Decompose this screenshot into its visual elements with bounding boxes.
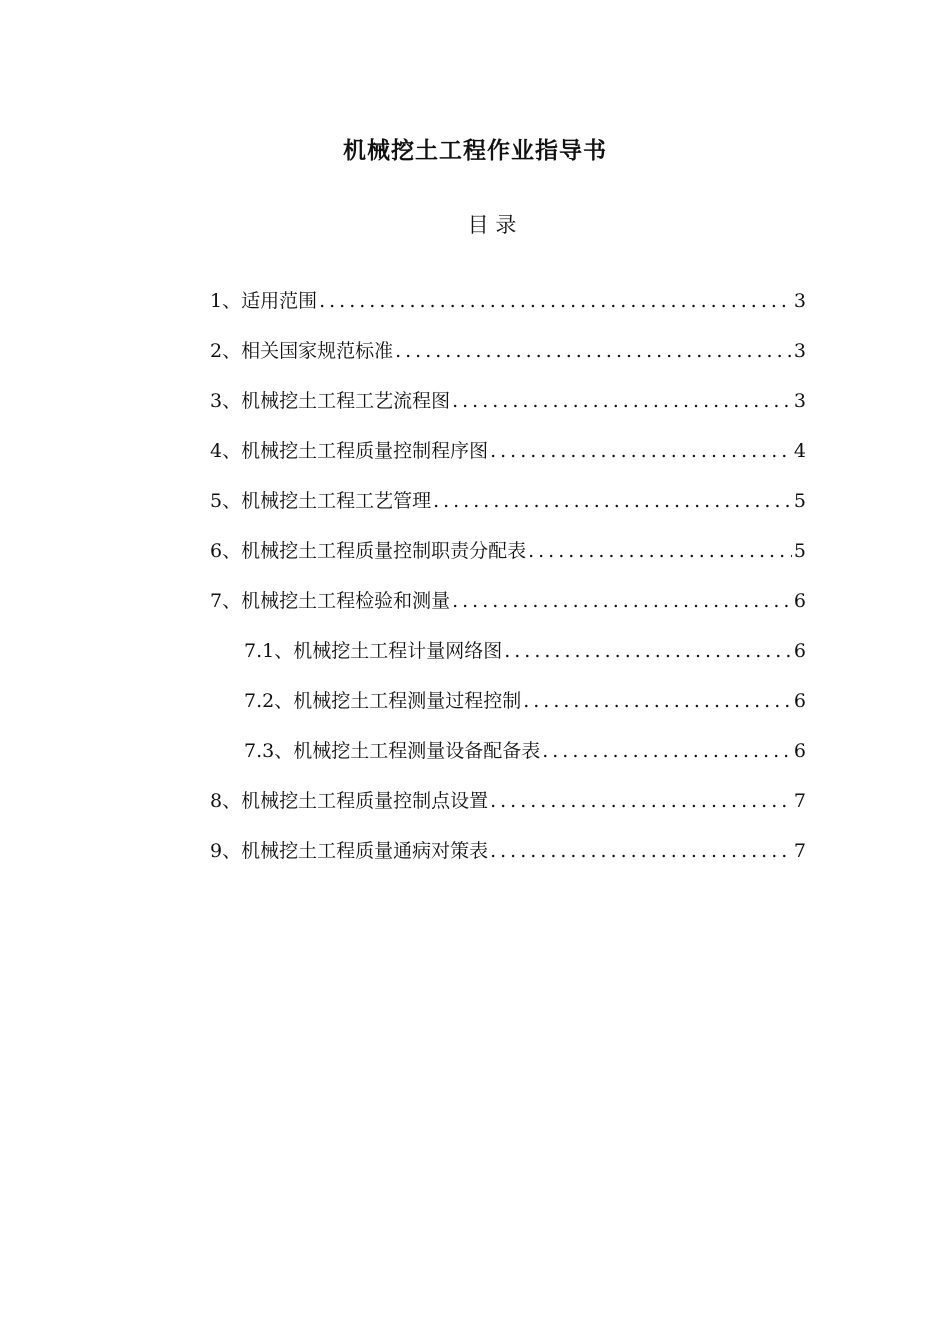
toc-entry-label: 7.1、机械挖土工程计量网络图	[244, 640, 503, 662]
toc-entry-label: 7.3、机械挖土工程测量设备配备表	[244, 740, 541, 762]
toc-entry-page: 4	[793, 440, 806, 462]
toc-entry-7-2[interactable]	[210, 686, 806, 736]
toc-entry-7-3[interactable]	[210, 736, 806, 786]
toc-dot-leader	[433, 486, 792, 516]
toc-entry-label: 5、机械挖土工程工艺管理	[210, 490, 432, 512]
toc-entry-label: 6、机械挖土工程质量控制职责分配表	[210, 540, 527, 562]
toc-entry-3[interactable]	[210, 386, 806, 436]
toc-entry-page: 7	[793, 840, 806, 862]
toc-entry-page: 5	[793, 490, 806, 512]
toc-entry-page: 3	[793, 340, 806, 362]
toc-entry-page: 6	[793, 640, 806, 662]
toc-entry-label: 1、适用范围	[210, 290, 318, 312]
toc-entry-page: 6	[793, 590, 806, 612]
toc-dot-leader	[528, 536, 792, 566]
toc-entry-6[interactable]	[210, 536, 806, 586]
toc-entry-label: 9、机械挖土工程质量通病对策表	[210, 840, 489, 862]
toc-entry-page: 3	[793, 390, 806, 412]
document-title: 机械挖土工程作业指导书	[343, 138, 607, 164]
toc-entry-page: 6	[793, 690, 806, 712]
toc-heading: 目 录	[467, 213, 517, 237]
toc-dot-leader	[319, 286, 792, 316]
toc-entry-1[interactable]	[210, 286, 806, 336]
toc-entry-label: 7.2、机械挖土工程测量过程控制	[244, 690, 522, 712]
toc-entry-4[interactable]	[210, 436, 806, 486]
toc-dot-leader	[542, 736, 792, 766]
toc-entry-page: 6	[793, 740, 806, 762]
toc-entry-page: 3	[793, 290, 806, 312]
toc-entry-7[interactable]	[210, 586, 806, 636]
toc-entry-9[interactable]	[210, 836, 806, 886]
toc-entry-5[interactable]	[210, 486, 806, 536]
toc-dot-leader	[452, 386, 792, 416]
toc-entry-label: 4、机械挖土工程质量控制程序图	[210, 440, 489, 462]
toc-entry-label: 2、相关国家规范标准	[210, 340, 394, 362]
toc-dot-leader	[504, 636, 792, 666]
toc-entry-label: 3、机械挖土工程工艺流程图	[210, 390, 451, 412]
toc-dot-leader	[490, 836, 792, 866]
table-of-contents	[210, 286, 806, 886]
toc-entry-label: 8、机械挖土工程质量控制点设置	[210, 790, 489, 812]
toc-entry-label: 7、机械挖土工程检验和测量	[210, 590, 451, 612]
toc-entry-7-1[interactable]	[210, 636, 806, 686]
toc-dot-leader	[490, 786, 792, 816]
toc-entry-8[interactable]	[210, 786, 806, 836]
toc-dot-leader	[395, 336, 792, 366]
toc-dot-leader	[523, 686, 792, 716]
toc-entry-2[interactable]	[210, 336, 806, 386]
toc-entry-page: 7	[793, 790, 806, 812]
toc-dot-leader	[490, 436, 792, 466]
toc-entry-page: 5	[793, 540, 806, 562]
toc-dot-leader	[452, 586, 792, 616]
